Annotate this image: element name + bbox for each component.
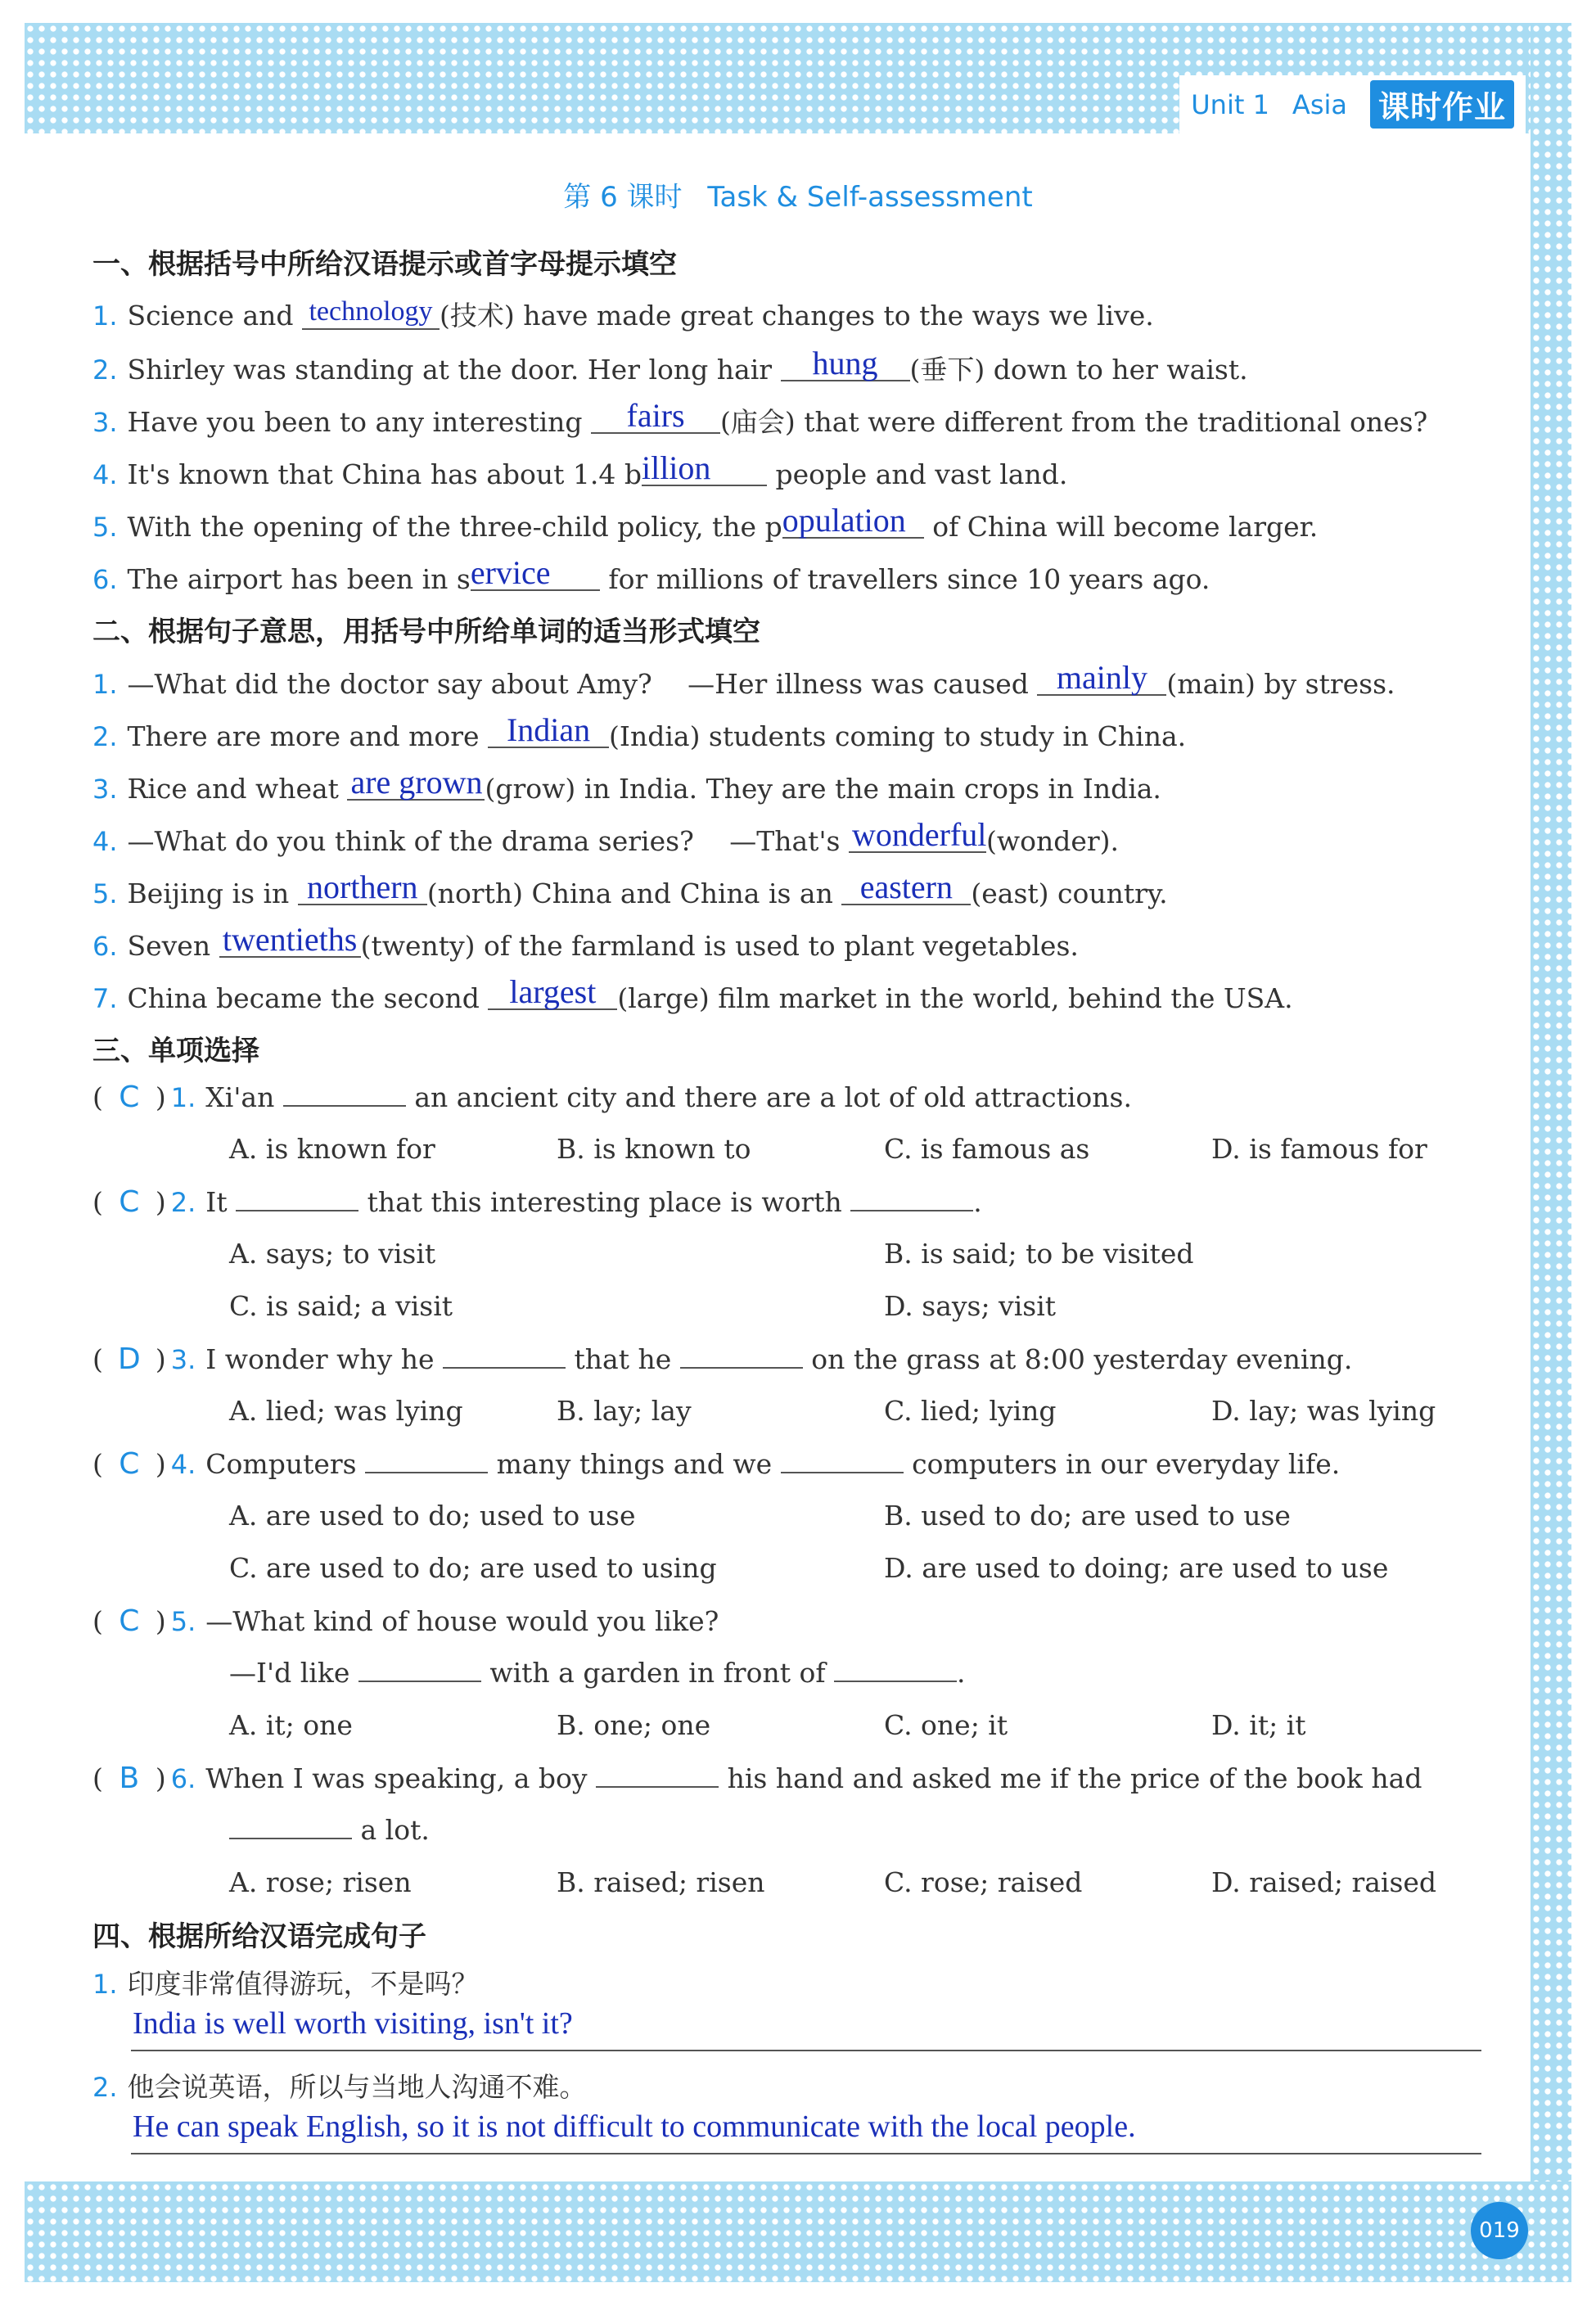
answer-blank <box>781 1449 904 1473</box>
q-text: It's known that China has about 1.4 b <box>127 458 642 490</box>
q-text: (east) country. <box>971 878 1168 909</box>
answer-blank <box>229 1815 352 1839</box>
q-text: . <box>957 1657 966 1689</box>
lesson-title <box>0 174 1596 214</box>
q-text: on the grass at 8:00 yesterday evening. <box>811 1343 1353 1375</box>
option-a: A. lied; was lying <box>229 1395 463 1427</box>
q-text: (庙会) that were different from the traditional ones? <box>720 406 1428 438</box>
q-text: Seven <box>127 930 211 962</box>
answer-line <box>131 2153 1481 2154</box>
s3-q2: ( C ) 2. It that this interesting place is worth . <box>92 1185 982 1219</box>
s2-q7 <box>92 973 1293 1014</box>
right-border <box>1531 23 1571 2282</box>
q-text: With the opening of the three-child policy, the p <box>127 511 782 543</box>
choice-answer: D <box>118 1342 141 1376</box>
q-text: Rice and wheat <box>127 773 339 805</box>
answer: illion <box>642 452 767 486</box>
choice-answer: C <box>119 1604 140 1638</box>
q-number: 4. <box>170 1449 196 1480</box>
q-text: (grow) in India. They are the main crops in India. <box>485 773 1161 805</box>
answer: Indian <box>488 714 609 748</box>
q-text: —What did the doctor say about Amy? —Her illness was caused <box>127 668 1029 700</box>
option-b: B. raised; risen <box>557 1866 765 1898</box>
bottom-border <box>25 2181 1571 2282</box>
option-b: B. is said; to be visited <box>884 1238 1194 1270</box>
answer: hung <box>781 347 910 381</box>
q-text: Science and <box>127 300 294 332</box>
option-a: A. are used to do; used to use <box>229 1500 636 1532</box>
s3-q5: ( C ) 5. —What kind of house would you like? <box>92 1604 719 1638</box>
section2-heading: 二、根据句子意思，用括号中所给单词的适当形式填空 <box>92 616 760 648</box>
answer: technology <box>302 296 440 330</box>
option-d: D. are used to doing; are used to use <box>884 1552 1389 1584</box>
q-text: (垂下) down to her waist. <box>909 354 1248 386</box>
q-number: 7. <box>92 983 118 1014</box>
q-text: I wonder why he <box>205 1343 435 1375</box>
section4-heading: 四、根据所给汉语完成句子 <box>92 1920 426 1953</box>
q-text: for millions of travellers since 10 years ago. <box>608 563 1211 595</box>
answer-blank <box>236 1187 358 1211</box>
q-number: 6. <box>170 1763 196 1794</box>
q-number: 5. <box>170 1606 196 1637</box>
q-number: 2. <box>92 2072 118 2103</box>
q-text: Computers <box>205 1448 357 1480</box>
q-number: 5. <box>92 878 118 909</box>
q-text: with a garden in front of <box>489 1657 826 1689</box>
answer: mainly <box>1037 661 1166 696</box>
q-number: 3. <box>170 1344 196 1375</box>
option-c: C. one; it <box>884 1709 1008 1741</box>
unit-label: Unit 1 <box>1191 88 1269 120</box>
page-header <box>1179 75 1526 133</box>
topic-label: Asia <box>1292 88 1347 120</box>
option-b: B. one; one <box>557 1709 711 1741</box>
q-number: 2. <box>170 1187 196 1218</box>
q-number: 4. <box>92 459 118 490</box>
q-text: a lot. <box>360 1814 430 1846</box>
choice-answer: C <box>119 1185 140 1219</box>
s1-q2 <box>92 347 1248 387</box>
s1-q3 <box>92 399 1427 440</box>
q-text: his hand and asked me if the price of the book had <box>727 1762 1422 1794</box>
q-text: (north) China and China is an <box>426 878 833 909</box>
q-text: computers in our everyday life. <box>912 1448 1341 1480</box>
s1-q4 <box>92 449 1068 490</box>
q-text: (技术) have made great changes to the ways we live. <box>440 300 1154 332</box>
option-c: C. is said; a visit <box>229 1290 453 1322</box>
s1-q1 <box>92 295 1154 333</box>
s3-q5-line2 <box>229 1657 966 1689</box>
q-text: There are more and more <box>127 720 480 752</box>
logo: 课时作业 <box>1370 80 1514 129</box>
q-text: —What kind of house would you like? <box>205 1605 719 1637</box>
option-d: D. it; it <box>1211 1709 1306 1741</box>
q-text: (main) by stress. <box>1166 668 1395 700</box>
answer-blank <box>850 1187 973 1211</box>
q-number: 4. <box>92 826 118 857</box>
answer-blank <box>834 1658 957 1682</box>
s2-q1 <box>92 661 1395 702</box>
option-a: A. it; one <box>229 1709 353 1741</box>
section1-heading: 一、根据括号中所给汉语提示或首字母提示填空 <box>92 248 677 281</box>
q-number: 6. <box>92 564 118 595</box>
option-a: A. rose; risen <box>229 1866 412 1898</box>
page-number: 019 <box>1471 2202 1528 2259</box>
lesson-name: Task & Self-assessment <box>707 181 1033 214</box>
option-d: D. is famous for <box>1211 1133 1427 1165</box>
answer-blank <box>443 1344 566 1369</box>
q-number: 2. <box>92 721 118 752</box>
q-text: that he <box>574 1343 672 1375</box>
q-text: people and vast land. <box>775 458 1068 490</box>
option-a: A. is known for <box>229 1133 435 1165</box>
q-text: many things and we <box>496 1448 773 1480</box>
option-d: D. lay; was lying <box>1211 1395 1436 1427</box>
answer: largest <box>488 976 617 1010</box>
answer-blank <box>358 1658 481 1682</box>
q-number: 3. <box>92 407 118 438</box>
section3-heading: 三、单项选择 <box>92 1035 259 1067</box>
s2-q4 <box>92 816 1120 859</box>
option-c: C. is famous as <box>884 1133 1090 1165</box>
q-number: 2. <box>92 354 118 386</box>
q-number: 5. <box>92 512 118 543</box>
q-text: that this interesting place is worth <box>367 1186 842 1218</box>
option-c: C. rose; raised <box>884 1866 1083 1898</box>
answer: fairs <box>591 399 720 434</box>
s4-q2 <box>92 2066 587 2105</box>
s2-q3 <box>92 766 1161 805</box>
q-chinese: 他会说英语，所以与当地人沟通不难。 <box>127 2071 587 2103</box>
answer: twentieths <box>219 923 361 958</box>
q-text: an ancient city and there are a lot of old attractions. <box>414 1081 1132 1113</box>
s4-q2-answer: He can speak English, so it is not difficult to communicate with the local people. <box>133 2109 1136 2144</box>
s3-q3: ( D ) 3. I wonder why he that he on the grass at 8:00 yesterday evening. <box>92 1342 1353 1376</box>
option-b: B. lay; lay <box>557 1395 692 1427</box>
s3-q4: ( C ) 4. Computers many things and we computers in our everyday life. <box>92 1447 1341 1481</box>
q-text: (India) students coming to study in China. <box>609 720 1187 752</box>
s1-q5 <box>92 504 1318 543</box>
option-b: B. used to do; are used to use <box>884 1500 1291 1532</box>
q-text: Beijing is in <box>127 878 290 909</box>
q-text: —What do you think of the drama series? —That's <box>127 825 841 857</box>
answer-line <box>131 2050 1481 2051</box>
s3-q6: ( B ) 6. When I was speaking, a boy his hand and asked me if the price of the book had <box>92 1762 1422 1795</box>
q-text: (large) film market in the world, behind the USA. <box>617 982 1293 1014</box>
s2-q5 <box>92 871 1168 909</box>
s3-q1: ( C ) 1. Xi'an an ancient city and there are a lot of old attractions. <box>92 1081 1132 1114</box>
answer-blank <box>365 1449 488 1473</box>
s3-q6-line2 <box>229 1814 430 1846</box>
answer-blank <box>596 1763 719 1788</box>
q-text: Have you been to any interesting <box>127 406 583 438</box>
option-a: A. says; to visit <box>229 1238 436 1270</box>
option-d: D. says; visit <box>884 1290 1057 1322</box>
option-b: B. is known to <box>557 1133 751 1165</box>
q-text: It <box>205 1186 228 1218</box>
q-text: (wonder). <box>985 825 1120 857</box>
q-text: . <box>973 1186 982 1218</box>
q-text: Shirley was standing at the door. Her long hair <box>127 354 773 386</box>
q-text: When I was speaking, a boy <box>205 1762 588 1794</box>
option-c: C. lied; lying <box>884 1395 1057 1427</box>
q-text: China became the second <box>127 982 480 1014</box>
q-number: 1. <box>92 1969 118 2000</box>
answer-blank <box>680 1344 803 1369</box>
answer: ervice <box>471 557 600 591</box>
lesson-label: 第 6 课时 <box>563 181 683 214</box>
q-text: The airport has been in s <box>127 563 471 595</box>
answer-blank <box>283 1082 406 1107</box>
q-number: 6. <box>92 931 118 962</box>
answer: wonderful <box>849 819 986 853</box>
choice-answer: C <box>119 1447 140 1481</box>
q-text: (twenty) of the farmland is used to plant vegetables. <box>360 930 1079 962</box>
q-number: 1. <box>170 1082 196 1113</box>
q-number: 3. <box>92 774 118 805</box>
option-d: D. raised; raised <box>1211 1866 1437 1898</box>
choice-answer: B <box>119 1762 140 1795</box>
answer: opulation <box>782 504 924 539</box>
answer: eastern <box>841 871 971 905</box>
q-number: 1. <box>92 300 118 332</box>
q-text: of China will become larger. <box>932 511 1319 543</box>
option-c: C. are used to do; are used to using <box>229 1552 717 1584</box>
answer: northern <box>298 871 427 905</box>
choice-answer: C <box>119 1081 140 1114</box>
s2-q6 <box>92 923 1079 962</box>
q-number: 1. <box>92 669 118 700</box>
q-text: Xi'an <box>205 1081 275 1113</box>
q-chinese: 印度非常值得游玩，不是吗？ <box>127 1968 479 2000</box>
s2-q2 <box>92 711 1187 752</box>
q-text: —I'd like <box>229 1657 350 1689</box>
s4-q1 <box>92 1963 479 2001</box>
s4-q1-answer: India is well worth visiting, isn't it? <box>133 2006 573 2041</box>
answer: are grown <box>347 766 485 801</box>
s1-q6 <box>92 554 1211 595</box>
